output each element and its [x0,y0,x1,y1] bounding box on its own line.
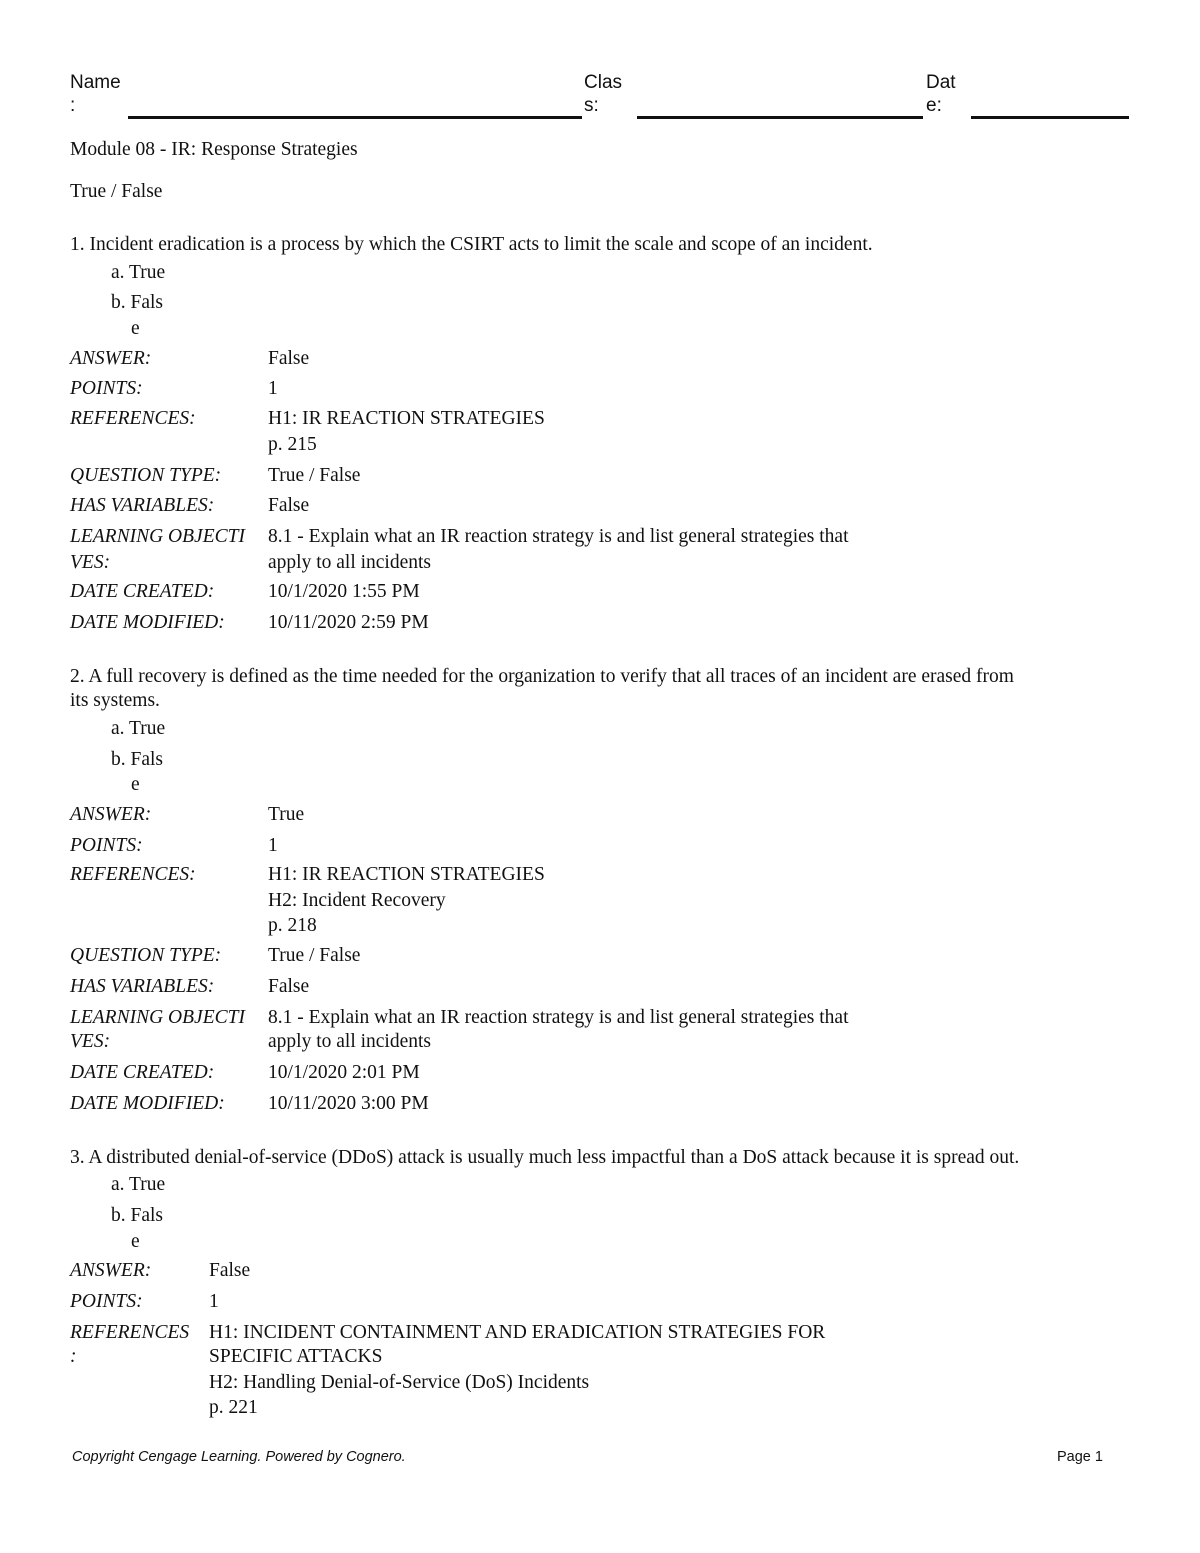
references-label-line2: : [70,1346,77,1367]
class-label-line2: s: [584,95,599,116]
learning-objectives-label-line1: LEARNING OBJECTI [70,526,245,547]
answer-value: False [268,348,310,369]
points-value: 1 [209,1291,219,1312]
references-value-line3: p. 218 [268,915,317,936]
date-underline[interactable] [971,116,1129,119]
learning-objectives-label-line1: LEARNING OBJECTI [70,1007,245,1028]
date-modified-label: DATE MODIFIED: [70,612,225,633]
date-modified-label: DATE MODIFIED: [70,1093,225,1114]
page-number: Page 1 [1057,1449,1103,1465]
points-value: 1 [268,835,278,856]
date-label-line1: Dat [926,72,956,93]
points-label: POINTS: [70,1291,143,1312]
references-label: REFERENCES: [70,408,196,429]
date-label-line2: e: [926,95,942,116]
option-b: b. Fals [111,292,164,313]
date-created-label: DATE CREATED: [70,581,215,602]
answer-value: True [268,804,305,825]
option-a: a. True [111,718,166,739]
question-type-value: True / False [268,465,361,486]
learning-objectives-value-line2: apply to all incidents [268,1031,432,1052]
module-title: Module 08 - IR: Response Strategies [70,139,358,160]
copyright-footer: Copyright Cengage Learning. Powered by Cognero. [72,1449,406,1465]
references-value-line4: p. 221 [209,1397,258,1418]
option-a: a. True [111,262,166,283]
question-stem: 3. A distributed denial-of-service (DDoS) attack is usually much less impactful than a DoS attack because it is spread out. [70,1147,1020,1168]
references-value-line2: p. 215 [268,434,317,455]
question-type-label: QUESTION TYPE: [70,465,222,486]
references-value-line3: H2: Handling Denial-of-Service (DoS) Incidents [209,1372,590,1393]
learning-objectives-value-line1: 8.1 - Explain what an IR reaction strategy is and list general strategies that [268,1007,849,1028]
answer-label: ANSWER: [70,804,152,825]
option-a: a. True [111,1174,166,1195]
answer-label: ANSWER: [70,1260,152,1281]
has-variables-label: HAS VARIABLES: [70,495,215,516]
class-label-line1: Clas [584,72,623,93]
option-b-wrap: e [131,774,140,795]
points-label: POINTS: [70,378,143,399]
learning-objectives-label-line2: VES: [70,1031,111,1052]
option-b-wrap: e [131,318,140,339]
name-underline[interactable] [128,116,582,119]
question-stem-line1: 2. A full recovery is defined as the time needed for the organization to verify that all traces of an incident are erased from [70,666,1014,687]
name-label-line1: Name [70,72,121,93]
references-value-line1: H1: INCIDENT CONTAINMENT AND ERADICATION STRATEGIES FOR [209,1322,826,1343]
class-underline[interactable] [637,116,923,119]
date-created-value: 10/1/2020 1:55 PM [268,581,420,602]
question-stem: 1. Incident eradication is a process by which the CSIRT acts to limit the scale and scope of an incident. [70,234,873,255]
references-value-line2: H2: Incident Recovery [268,890,446,911]
references-label: REFERENCES: [70,864,196,885]
date-created-label: DATE CREATED: [70,1062,215,1083]
date-modified-value: 10/11/2020 3:00 PM [268,1093,429,1114]
name-label-line2: : [70,95,76,116]
section-title: True / False [70,181,163,202]
points-value: 1 [268,378,278,399]
question-type-value: True / False [268,945,361,966]
answer-value: False [209,1260,251,1281]
references-label-line1: REFERENCES [70,1322,190,1343]
question-type-label: QUESTION TYPE: [70,945,222,966]
references-value-line1: H1: IR REACTION STRATEGIES [268,864,545,885]
has-variables-label: HAS VARIABLES: [70,976,215,997]
option-b: b. Fals [111,1205,164,1226]
date-created-value: 10/1/2020 2:01 PM [268,1062,420,1083]
references-value-line1: H1: IR REACTION STRATEGIES [268,408,545,429]
question-stem-line2: its systems. [70,690,160,711]
learning-objectives-label-line2: VES: [70,552,111,573]
option-b: b. Fals [111,749,164,770]
references-value-line2: SPECIFIC ATTACKS [209,1346,383,1367]
points-label: POINTS: [70,835,143,856]
learning-objectives-value-line1: 8.1 - Explain what an IR reaction strategy is and list general strategies that [268,526,849,547]
learning-objectives-value-line2: apply to all incidents [268,552,432,573]
has-variables-value: False [268,976,310,997]
option-b-wrap: e [131,1231,140,1252]
answer-label: ANSWER: [70,348,152,369]
date-modified-value: 10/11/2020 2:59 PM [268,612,429,633]
has-variables-value: False [268,495,310,516]
